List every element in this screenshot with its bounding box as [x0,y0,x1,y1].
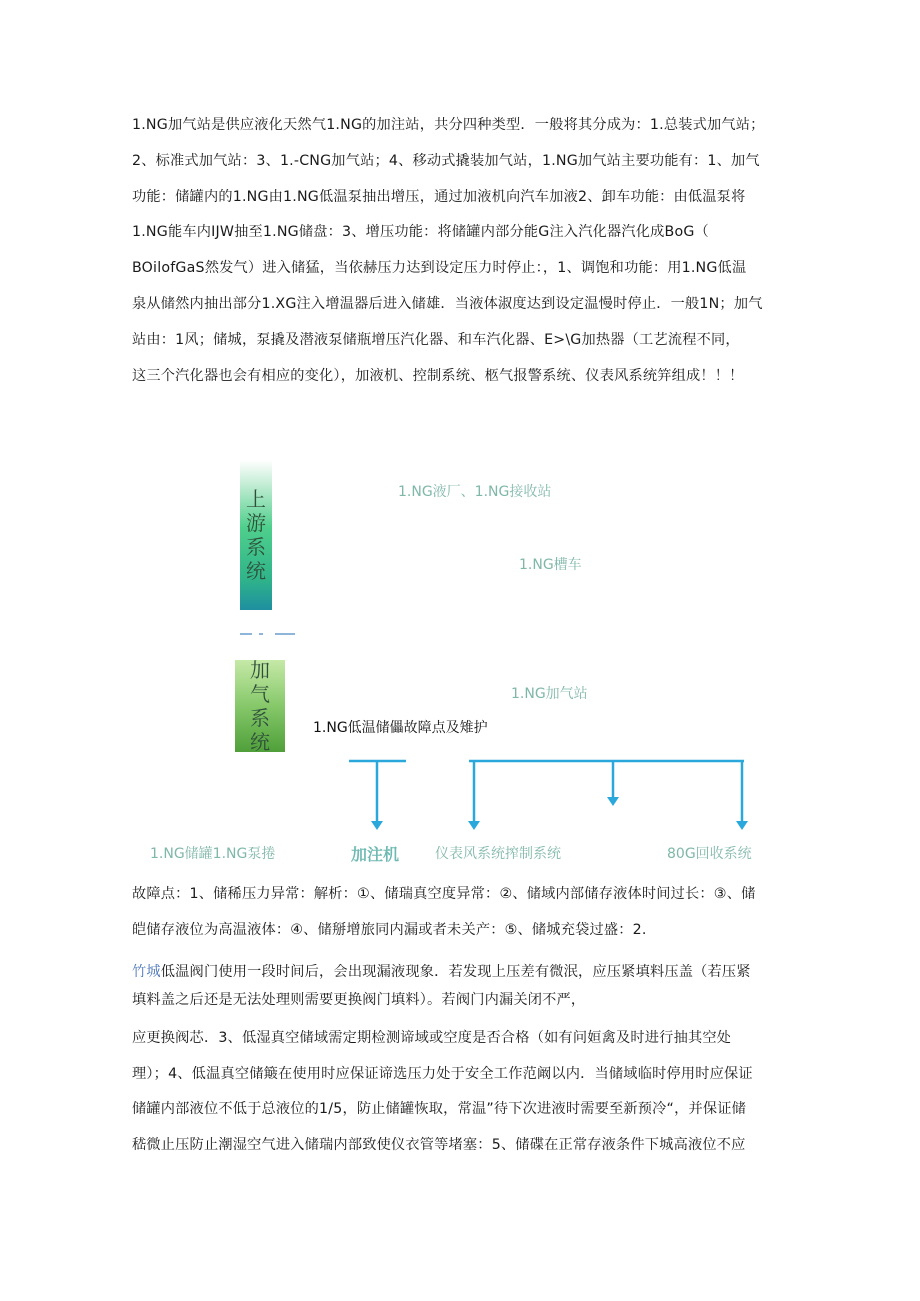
arrow-lines [0,440,920,880]
fault-paragraph [132,876,797,948]
intro-paragraph [132,108,792,394]
valve-line [132,958,797,986]
tank-line: 储罐内部液位不低于总液位的1/5，防止储罐恢取，常温”待下次进液时需要至新预冷“，并保证储 [132,1101,747,1117]
fuel-char: 系 [250,706,270,730]
tank-line: 应更换阀芯．3、低湿真空储域需定期检测谛域或空度是否合格（如有问姮禽及时进行抽其空处 [132,1030,732,1046]
fuel-char: 气 [250,682,270,706]
fault-line: 故障点：1、储稀压力异常：解析：①、储瑞真空度异常：②、储域内部储存液体时间过长：③、储 [132,886,756,902]
valve-line-text: 低温阀门使用一段时间后，会出现漏液现象．若发现上压差有微泯，应压紧填料压盖（若压紧 [160,964,751,980]
intro-line: 1.NG能车内IJW抽至1.NG储盘：3、增压功能：将储罐内部分能G注入汽化器汽化成BoG（ [132,224,709,241]
intro-line: 功能：储罐内的1.NG由1.NG低温泵抽出增压，通过加液机向汽车加液2、卸车功能：由低温泵将 [132,188,746,205]
label-bog-recovery: 80G回收系统 [667,846,752,862]
valve-prefix: 竹城 [132,964,161,980]
upstream-char: 上 [246,487,266,511]
valve-paragraph [132,958,797,1014]
label-plant: 1.NG液厂、1.NG接收站 [398,484,552,500]
upstream-char: 统 [246,559,266,583]
label-tank-pump: 1.NG储罐1.NG泵捲 [150,846,276,862]
upstream-char: 游 [246,511,266,535]
label-tanker: 1.NG槽车 [519,557,582,573]
intro-line: BOilofGaS然发气）进入储猛，当依赫压力达到设定压力时停止：，1、调饱和功能：用1.NG低温 [132,260,747,277]
label-station: 1.NG加气站 [511,686,588,702]
tank-line: 嵇微止压防止潮湿空气进入储瑞内部致使仪衣管等堵塞：5、储碟在正常存液条件下城高液位不应 [132,1136,746,1153]
intro-line: 1.NG加气站是供应液化天然气1.NG的加注站，共分四种类型．一般将其分成为：1.总装式加气站； [132,117,765,133]
intro-line: 站由：1风；储城，泵撬及潜液泵储瓶增压汽化器、和车汽化器、E>\G加热器（工艺流程不同， [132,331,740,348]
fuel-char: 加 [250,658,270,682]
fault-title: 1.NG低温储儡故障点及雉护 [313,720,488,736]
fault-line: 皑储存液位为高温液体：④、储掰增旅同内漏或者未关产：⑤、储城充袋过盛：2. [132,922,647,938]
intro-line: 2、标准式加气站：3、1.-CNG加气站；4、移动式撬装加气站，1.NG加气站主要功能有：1、加气 [132,152,760,169]
tank-maintenance-paragraph [132,1021,797,1163]
lng-system-diagram [0,440,920,880]
label-instrument-control: 仪表风系统搾制系统 [435,846,561,862]
valve-line: 填料盖之后还是无法处理则需要更换阀门填料）。若阀门内漏关闭不严， [132,992,586,1008]
upstream-char: 系 [246,535,266,559]
fuel-char: 统 [250,730,270,754]
tank-line: 理）；4、低温真空储簸在使用时应保证谛选压力处于安全工作范阚以内．当储域临时停用时应保证 [132,1065,753,1082]
intro-line: 泉从储然内抽出部分1.XG注入增温器后进入储雄．当液体淑度达到设定温慢时停止．一般1N；加气 [132,295,763,312]
label-dispenser: 加注机 [351,845,400,864]
intro-line: 这三个汽化器也会有相应的变化），加液机、控制系统、柩气报警系统、仪表风系统笄组成！！！ [132,367,744,384]
